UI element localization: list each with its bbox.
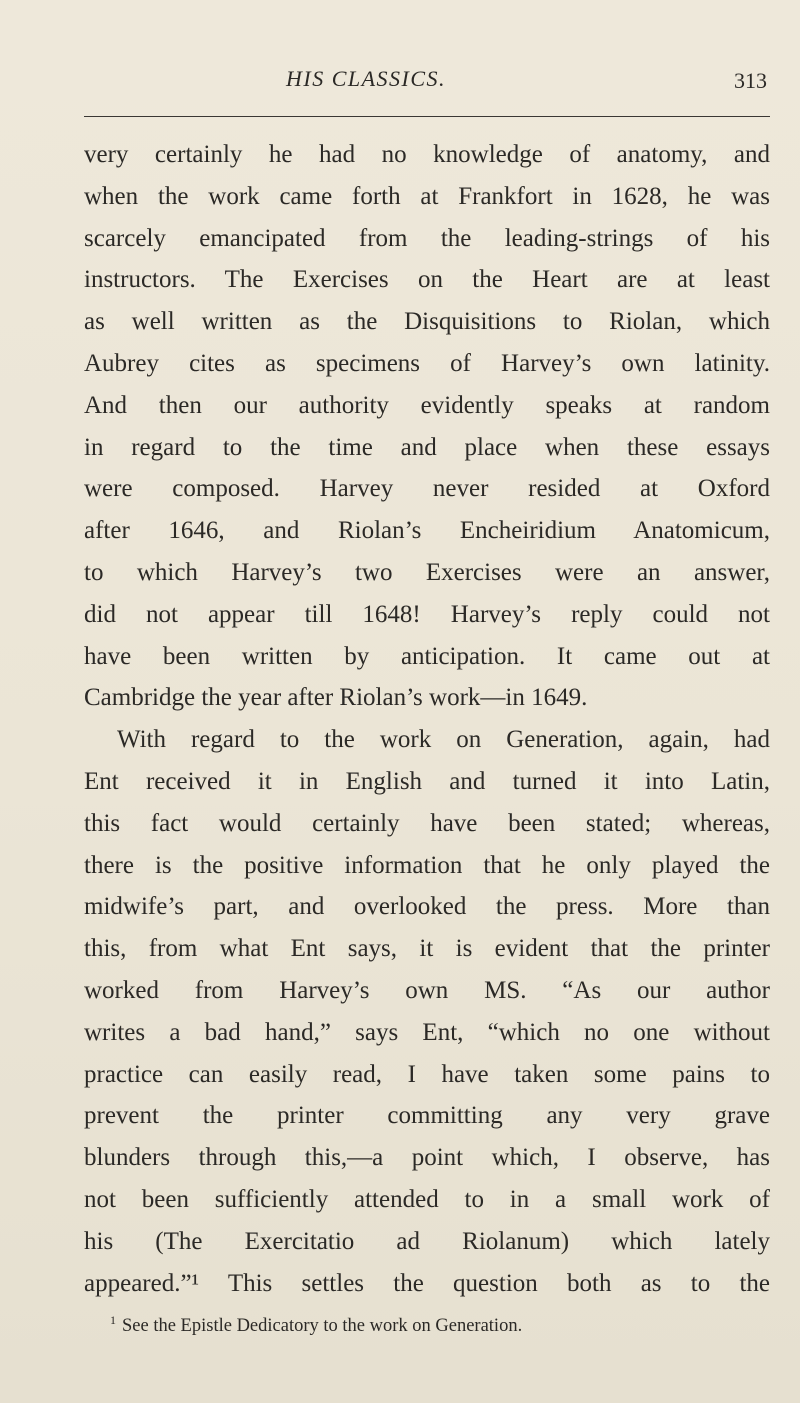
text-line: blunders through this,—a point which, I observe, has xyxy=(84,1144,770,1172)
text-line: not been sufficiently attended to in a small work of xyxy=(84,1185,770,1213)
body-text xyxy=(84,134,770,1304)
text-line: writes a bad hand,” says Ent, “which no one without xyxy=(84,1018,770,1046)
text-line: appeared.”¹ This settles the question both as to the xyxy=(84,1269,770,1297)
text-line: this, from what Ent says, it is evident that the printer xyxy=(84,935,770,963)
page-number: 313 xyxy=(734,68,767,93)
footnote-text: See the Epistle Dedicatory to the work on Generation. xyxy=(122,1316,523,1336)
text-line: did not appear till 1648! Harvey’s reply could not xyxy=(84,600,770,628)
header-rule xyxy=(84,116,770,117)
text-line: midwife’s part, and overlooked the press. More than xyxy=(84,893,770,921)
text-line: And then our authority evidently speaks at random xyxy=(84,391,770,419)
text-line: to which Harvey’s two Exercises were an answer, xyxy=(84,558,770,586)
text-line: Ent received it in English and turned it into Latin, xyxy=(84,767,770,795)
text-line: practice can easily read, I have taken some pains to xyxy=(84,1060,770,1088)
footnote-marker: 1 xyxy=(110,1313,116,1327)
running-head xyxy=(0,66,800,96)
text-line: there is the positive information that he only played the xyxy=(84,851,770,879)
text-line: instructors. The Exercises on the Heart are at least xyxy=(84,266,770,294)
text-line: after 1646, and Riolan’s Encheiridium Anatomicum, xyxy=(84,517,770,545)
text-line: prevent the printer committing any very grave xyxy=(84,1102,770,1130)
text-line: as well written as the Disquisitions to Riolan, which xyxy=(84,308,770,336)
text-line: worked from Harvey’s own MS. “As our author xyxy=(84,976,770,1004)
text-line: With regard to the work on Generation, again, had xyxy=(117,726,770,754)
text-line: have been written by anticipation. It came out at xyxy=(84,642,770,670)
text-line: were composed. Harvey never resided at Oxford xyxy=(84,475,770,503)
footnote xyxy=(84,1305,770,1341)
text-line: his (The Exercitatio ad Riolanum) which lately xyxy=(84,1227,770,1255)
text-line: in regard to the time and place when these essays xyxy=(84,433,770,461)
text-line: Cambridge the year after Riolan’s work—in 1649. xyxy=(84,684,588,712)
text-line: Aubrey cites as specimens of Harvey’s own latinity. xyxy=(84,349,770,377)
running-title: HIS CLASSICS. xyxy=(286,66,447,91)
text-line: scarcely emancipated from the leading-strings of his xyxy=(84,224,770,252)
text-line: this fact would certainly have been stated; whereas, xyxy=(84,809,770,837)
text-line: very certainly he had no knowledge of anatomy, and xyxy=(84,141,770,168)
text-line: when the work came forth at Frankfort in 1628, he was xyxy=(84,182,770,210)
